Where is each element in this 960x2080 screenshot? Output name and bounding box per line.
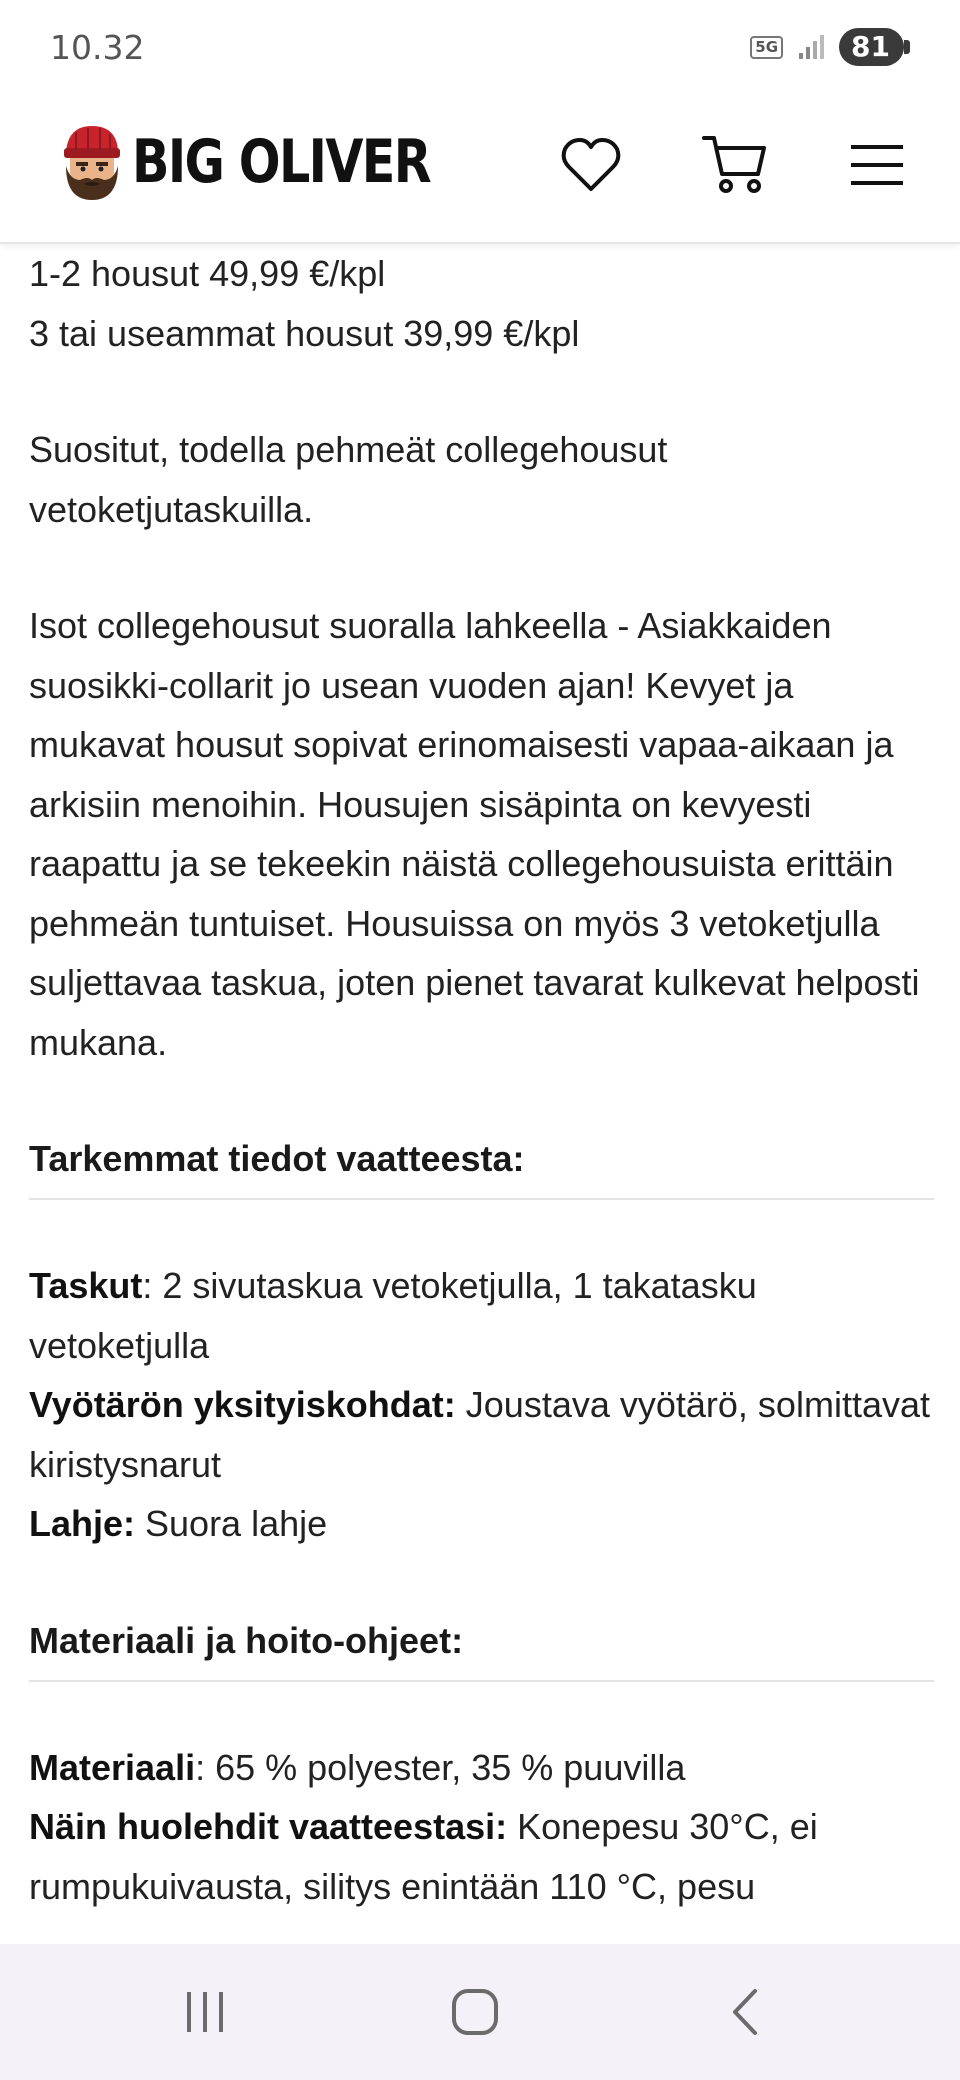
price-line-multi: 3 tai useammat housut 39,99 €/kpl bbox=[29, 312, 580, 354]
waist-value: Joustava vyötärö, solmittavat kiristysnarut bbox=[29, 1384, 930, 1485]
cart-button[interactable] bbox=[700, 130, 770, 200]
details-heading: Tarkemmat tiedot vaatteesta: bbox=[29, 1138, 525, 1179]
cart-icon bbox=[702, 134, 768, 196]
leg-value: Suora lahje bbox=[135, 1503, 328, 1544]
care-value: Konepesu 30°C, ei rumpukuivausta, silitys enintään 110 °C, pesu bbox=[29, 1806, 818, 1907]
price-line-single: 1-2 housut 49,99 €/kpl bbox=[29, 253, 386, 294]
lumberjack-mascot-icon bbox=[56, 122, 126, 202]
material-row bbox=[29, 1738, 934, 1798]
home-button[interactable] bbox=[430, 1972, 520, 2052]
waist-row bbox=[29, 1375, 934, 1494]
menu-icon bbox=[849, 143, 905, 187]
back-icon bbox=[725, 1987, 765, 2037]
waist-label: Vyötärön yksityiskohdat: bbox=[29, 1384, 456, 1425]
leg-row bbox=[29, 1494, 934, 1554]
status-bar bbox=[0, 0, 960, 100]
intro-paragraph: Suositut, todella pehmeät collegehousut vetoketjutaskuilla. bbox=[29, 429, 668, 530]
pockets-value: : 2 sivutaskua vetoketjulla, 1 takatasku vetoketjulla bbox=[29, 1265, 757, 1366]
recent-apps-button[interactable] bbox=[160, 1972, 250, 2052]
heart-icon bbox=[561, 137, 621, 193]
site-header bbox=[0, 100, 960, 244]
recent-apps-icon bbox=[181, 1988, 229, 2036]
pockets-label: Taskut bbox=[29, 1265, 143, 1306]
leg-label: Lahje: bbox=[29, 1503, 136, 1544]
care-row bbox=[29, 1797, 934, 1916]
material-label: Materiaali bbox=[29, 1746, 196, 1788]
signal-icon bbox=[797, 33, 825, 61]
wishlist-button[interactable] bbox=[556, 130, 626, 200]
menu-button[interactable] bbox=[842, 130, 912, 200]
brand-logo[interactable] bbox=[56, 122, 495, 202]
care-label: Näin huolehdit vaatteestasi: bbox=[29, 1806, 508, 1847]
battery-indicator: 81 bbox=[839, 28, 904, 66]
status-time: 10.32 bbox=[50, 28, 145, 67]
product-description bbox=[29, 244, 934, 1944]
network-type-icon: 5G bbox=[750, 36, 783, 59]
back-button[interactable] bbox=[700, 1972, 790, 2052]
body-paragraph: Isot collegehousut suoralla lahkeella - Asiakkaiden suosikki-collarit jo usean vuoden ajan! Kevyet ja mukavat housut sopivat erinomaisesti vapaa-aikaan ja arkisiin menoihin. Housujen sisäpinta on kevyesti raapattu ja se tekeekin näistä collegehousuista erittäin pehmeän tuntuiset. Housuissa on myös 3 vetoketjulla suljettavaa taskua, joten pienet tavarat kulkevat helposti mukana. bbox=[29, 605, 920, 1063]
divider bbox=[29, 1680, 934, 1682]
home-icon bbox=[450, 1987, 500, 2037]
brand-name: BIG OLIVER bbox=[132, 127, 430, 197]
pockets-row bbox=[29, 1256, 934, 1375]
material-value: : 65 % polyester, 35 % puuvilla bbox=[195, 1746, 686, 1788]
system-nav-bar bbox=[0, 1944, 960, 2080]
divider bbox=[29, 1198, 934, 1200]
status-indicators bbox=[750, 28, 904, 66]
care-heading: Materiaali ja hoito-ohjeet: bbox=[29, 1619, 464, 1661]
